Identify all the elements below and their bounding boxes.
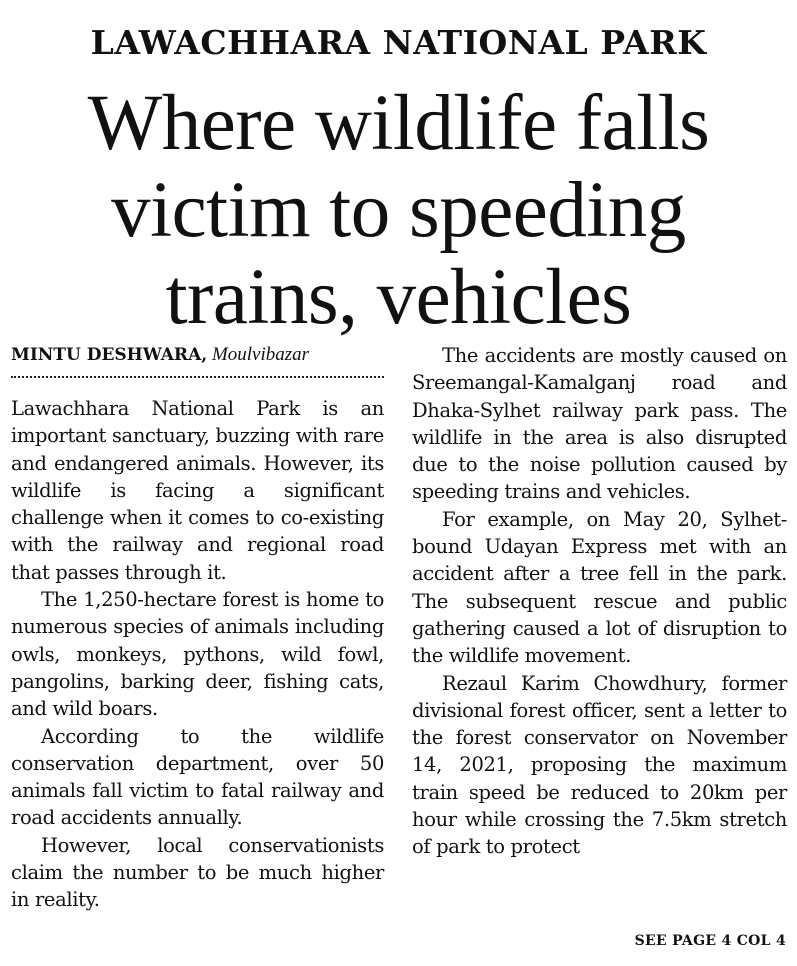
article-paragraph: However, local conservationists claim the number to be much higher in reality. (11, 833, 384, 912)
article-paragraph: Rezaul Karim Chowdhury, former divisional forest officer, sent a letter to the forest conservator on November 14, 2021, proposing the maximum train speed be reduced to 20km per hour while crossing the 7.5km stretch of park to protect (412, 671, 787, 859)
byline-divider (11, 376, 384, 378)
byline-author: MINTU DESHWARA, (11, 345, 208, 365)
article-paragraph: For example, on May 20, Sylhet-bound Udayan Express met with an accident after a tree fell in the park. The subsequent rescue and public gathering caused a lot of disruption to the wildlife movement. (412, 507, 787, 668)
article-column-right (412, 342, 787, 861)
byline-location: Moulvibazar (211, 344, 310, 365)
headline-line: Where wildlife falls (87, 80, 710, 167)
article-paragraph: According to the wildlife conservation department, over 50 animals fall victim to fatal railway and road accidents annually. (11, 724, 384, 830)
headline-line: victim to speeding (111, 167, 686, 254)
article-column-left (11, 395, 384, 914)
article-paragraph: Lawachhara National Park is an important sanctuary, buzzing with rare and endangered animals. However, its wildlife is facing a significant challenge when it comes to co-existing with the railway and regional road that passes through it. (11, 397, 384, 584)
section-kicker: LAWACHHARA NATIONAL PARK (90, 23, 707, 62)
article-paragraph: The 1,250-hectare forest is home to numerous species of animals including owls, monkeys, pythons, wild fowl, pangolins, barking deer, fishing cats, and wild boars. (11, 588, 384, 721)
headline (0, 80, 797, 341)
byline (11, 342, 384, 368)
headline-line: trains, vehicles (165, 254, 632, 341)
continuation-note: SEE PAGE 4 COL 4 (634, 933, 786, 949)
article-paragraph: The accidents are mostly caused on Sreemangal-Kamalganj road and Dhaka-Sylhet railway park pass. The wildlife in the area is also disrupted due to the noise pollution caused by speeding trains and vehicles. (412, 344, 787, 504)
